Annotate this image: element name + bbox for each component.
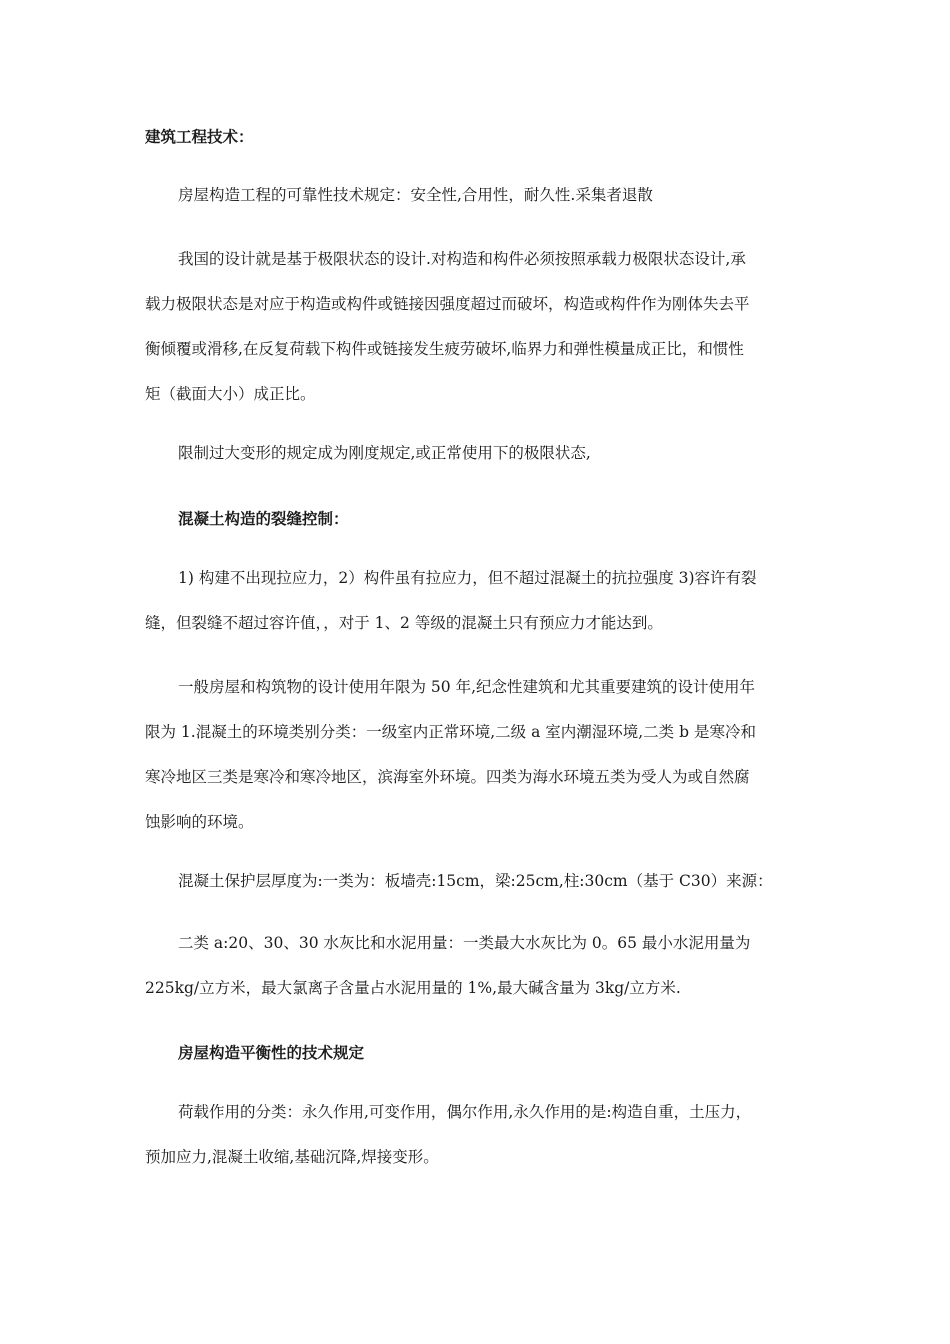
text-line: 一般房屋和构筑物的设计使用年限为 50 年,纪念性建筑和尤其重要建筑的设计使用年 (178, 678, 756, 696)
document-page (145, 0, 807, 1344)
text-line: 混凝土保护层厚度为:一类为：板墙壳:15cm，梁:25cm,柱:30cm（基于 C30）来源： (178, 872, 773, 890)
text-line: 限制过大变形的规定成为刚度规定,或正常使用下的极限状态, (178, 444, 591, 462)
text-line: 蚀影响的环境。 (145, 813, 254, 831)
paragraph-service-life (145, 665, 807, 845)
document-title: 建筑工程技术： (145, 128, 254, 146)
paragraph-load-types (145, 1090, 807, 1180)
text-line: 荷载作用的分类：永久作用,可变作用，偶尔作用,永久作用的是:构造自重，土压力， (178, 1103, 752, 1121)
text-line: 衡倾覆或滑移,在反复荷载下构件或链接发生疲劳破坏,临界力和弹性模量成正比，和惯性 (145, 340, 744, 358)
text-line: 我国的设计就是基于极限状态的设计.对构造和构件必须按照承载力极限状态设计,承 (178, 250, 746, 268)
text-line: 矩（截面大小）成正比。 (145, 385, 316, 403)
paragraph-reliability (145, 173, 807, 218)
text-line: 二类 a:20、30、30 水灰比和水泥用量：一类最大水灰比为 0。65 最小水泥用量为 (178, 934, 751, 952)
text-line: 限为 1.混凝土的环境类别分类：一级室内正常环境,二级 a 室内潮湿环境,二类 b 是寒冷和 (145, 723, 756, 741)
paragraph-crack-levels (145, 556, 807, 646)
section-heading-crack-control: 混凝土构造的裂缝控制： (178, 510, 349, 528)
text-line: 预加应力,混凝土收缩,基础沉降,焊接变形。 (145, 1148, 439, 1166)
paragraph-limit-state (145, 237, 807, 417)
text-line: 1) 构建不出现拉应力，2）构件虽有拉应力，但不超过混凝土的抗拉强度 3)容许有裂 (178, 569, 757, 587)
text-line: 225kg/立方米，最大氯离子含量占水泥用量的 1%,最大碱含量为 3kg/立方米. (145, 979, 681, 997)
text-line: 缝，但裂缝不超过容许值，，对于 1、2 等级的混凝土只有预应力才能达到。 (145, 614, 663, 632)
paragraph-cover-thickness (145, 859, 807, 904)
paragraph-water-cement (145, 921, 807, 1011)
text-line: 房屋构造工程的可靠性技术规定：安全性,合用性，耐久性.采集者退散 (178, 186, 653, 204)
paragraph-stiffness (145, 431, 807, 476)
section-heading-balance: 房屋构造平衡性的技术规定 (178, 1044, 365, 1062)
text-line: 寒冷地区三类是寒冷和寒冷地区，滨海室外环境。四类为海水环境五类为受人为或自然腐 (145, 768, 750, 786)
text-line: 载力极限状态是对应于构造或构件或链接因强度超过而破坏，构造或构件作为刚体失去平 (145, 295, 750, 313)
